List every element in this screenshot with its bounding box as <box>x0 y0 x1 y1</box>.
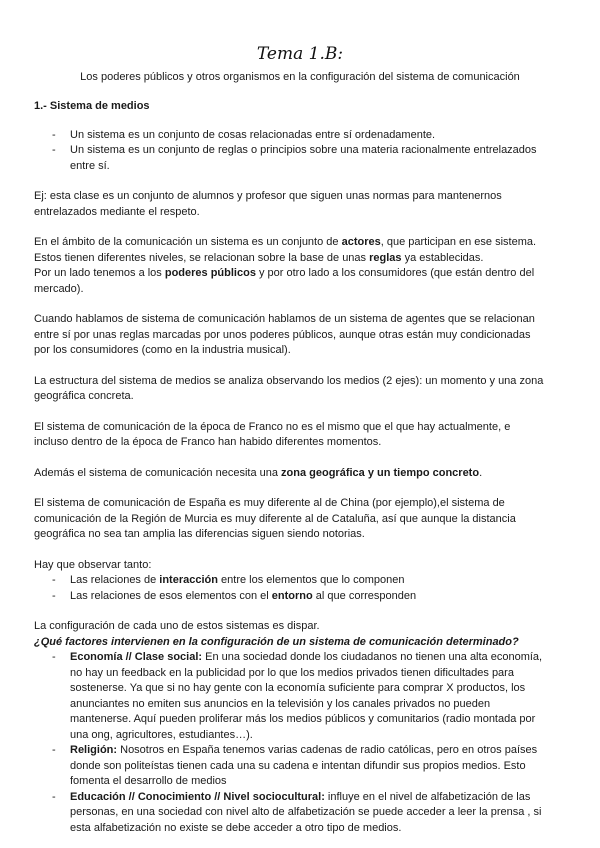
definition-list <box>34 128 544 175</box>
bold-term: poderes públicos <box>164 267 256 279</box>
document-body <box>34 99 544 845</box>
bold-term: reglas <box>369 251 402 264</box>
section-heading: 1.- Sistema de medios <box>34 100 150 112</box>
bold-term: zona geográfica y un tiempo concreto <box>281 466 480 479</box>
page-subtitle: Los poderes públicos y otros organismos en la configuración del sistema de comunicación <box>80 71 520 83</box>
factor-label: Religión: <box>70 744 118 756</box>
text-run: Además el sistema de comunicación necesita una <box>34 466 282 479</box>
bold-term: actores <box>341 236 381 248</box>
list-item: - Un sistema es un conjunto de reglas o principios sobre una materia racionalmente entrelazados entre sí. <box>34 143 544 174</box>
text-run: al que corresponden <box>312 589 417 602</box>
factor-text: En una sociedad donde los ciudadanos no tienen una alta economía, no hay un feedback en la publicidad por lo que los medios privados tienen dificultades para sostenerse. Ya que si no hay gente con la economía suficiente para comprar X productos, los anunciantes no emiten sus anuncios en la televisión y los canales privados no pueden mantenerse. Aquí pueden proliferar más los medios públicos y comunitarios (radio montada por una ong, agricultores, estudiantes…). <box>70 651 543 741</box>
observe-list <box>34 573 544 604</box>
text-run: ya establecidas. <box>401 251 484 264</box>
list-item <box>34 589 544 605</box>
paragraph: Cuando hablamos de sistema de comunicación hablamos de un sistema de agentes que se relacionan entre sí por unas reglas marcadas por unos poderes públicos, aunque otras están muy condicionadas por los consumidores (como en la industria musical). <box>34 313 535 356</box>
text-run: Estos tienen diferentes niveles, se relacionan sobre la base de unas <box>34 251 370 264</box>
factors-list <box>34 650 544 836</box>
text-run: Las relaciones de <box>70 574 160 586</box>
factor-text: Nosotros en España tenemos varias cadenas de radio católicas, pero en otros países donde son politeístas tienen cada una su cadena e intentan difundir sus propios medios. Esto fomenta el desarrollo de medios <box>70 744 538 787</box>
text-run: En el ámbito de la comunicación un sistema es un conjunto de <box>34 236 342 248</box>
zone-paragraph <box>34 466 544 482</box>
actors-paragraph <box>34 235 544 297</box>
paragraph: El sistema de comunicación de España es muy diferente al de China (por ejemplo),el sistema de comunicación de la Región de Murcia es muy diferente al de Cataluña, así que aunque la distancia geográfica no sea tan amplia las diferencias siguen siendo notorias. <box>34 497 516 540</box>
factor-text: influye en el nivel de alfabetización de las personas, en una sociedad con nivel alto de alfabetización se puede acceder a leer la prensa , si esta alfabetización no existe se debe acceder a otro tipo de medios. <box>70 790 542 834</box>
list-item <box>34 573 544 589</box>
list-item: - Un sistema es un conjunto de cosas relacionadas entre sí ordenadamente. <box>34 128 544 144</box>
factor-label: Educación // Conocimiento // Nivel sociocultural: <box>70 790 325 803</box>
paragraph: La estructura del sistema de medios se analiza observando los medios (2 ejes): un momento y una zona geográfica concreta. <box>34 374 544 402</box>
list-item <box>34 743 544 790</box>
factor-label: Economía // Clase social: <box>70 651 203 663</box>
text-run: , que participan en ese sistema. <box>380 236 537 248</box>
list-item <box>34 790 544 837</box>
text-run: Por un lado tenemos a los <box>34 267 165 279</box>
bold-term: entorno <box>271 589 313 602</box>
observe-intro: Hay que observar tanto: <box>34 558 152 571</box>
bold-term: interacción <box>159 574 218 586</box>
text-run: entre los elementos que lo componen <box>217 574 405 586</box>
text-run: . <box>479 466 483 479</box>
paragraph: El sistema de comunicación de la época de Franco no es el mismo que el que hay actualmente, e incluso dentro de la época de Franco han habido diferentes momentos. <box>34 420 511 448</box>
list-item <box>34 650 544 743</box>
text-run: Las relaciones de esos elementos con el <box>70 589 272 602</box>
factors-question: ¿Qué factores intervienen en la configuración de un sistema de comunicación determinado? <box>34 635 519 648</box>
page-title: Tema 1.B: <box>256 44 344 64</box>
text-run: y por otro lado a los consumidores (que están dentro del mercado). <box>34 267 535 295</box>
config-line: La configuración de cada uno de estos sistemas es dispar. <box>34 620 320 632</box>
example-paragraph: Ej: esta clase es un conjunto de alumnos y profesor que siguen unas normas para mantenernos entrelazados mediante el respeto. <box>34 190 502 218</box>
